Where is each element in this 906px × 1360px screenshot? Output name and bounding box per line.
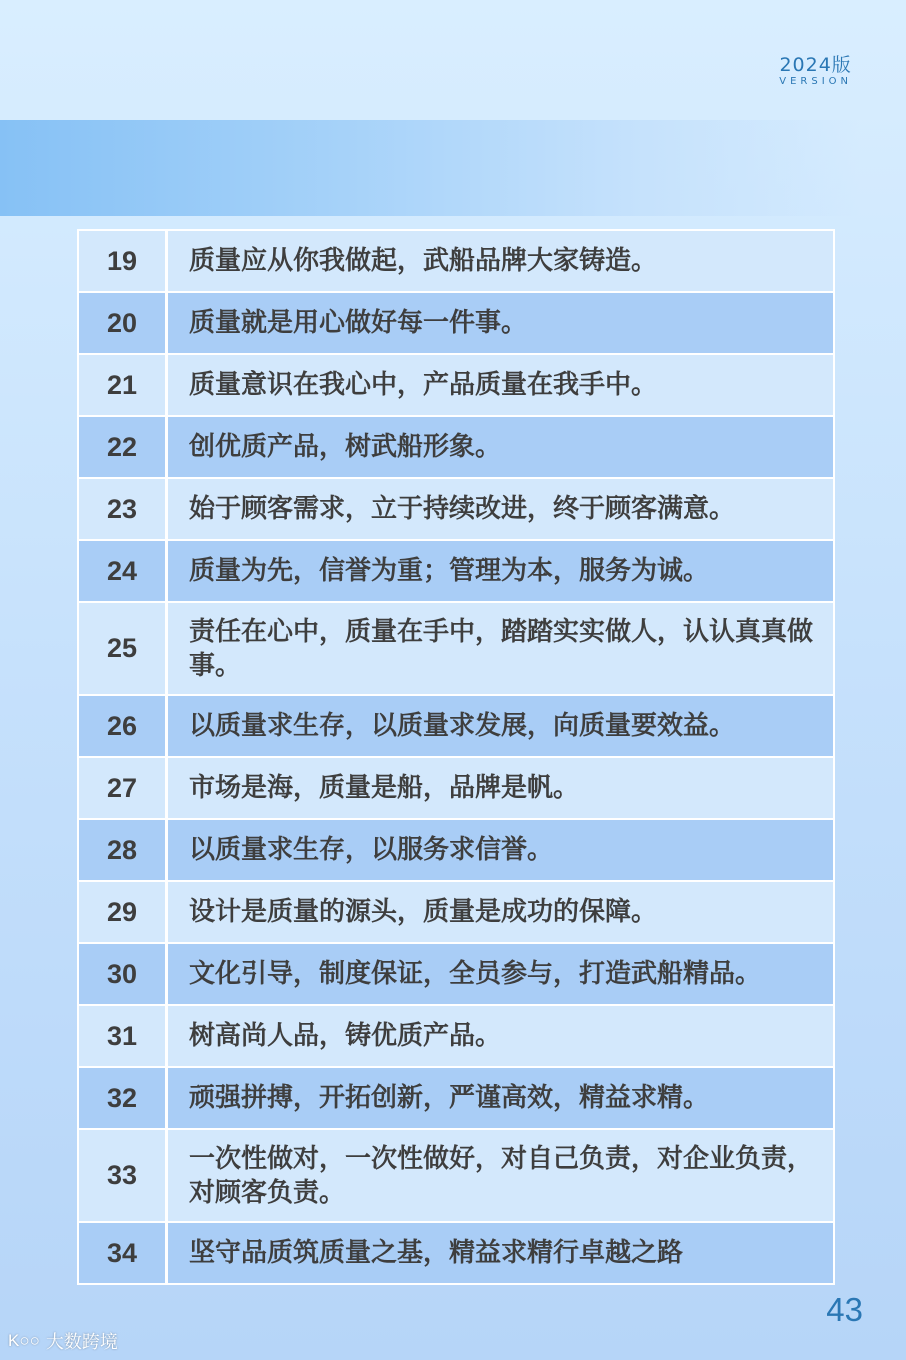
table-row — [79, 1068, 833, 1130]
table-row — [79, 696, 833, 758]
watermark — [8, 1328, 118, 1354]
row-text: 以质量求生存，以服务求信誉。 — [189, 835, 554, 865]
row-number: 28 — [79, 820, 168, 880]
row-text: 文化引导，制度保证，全员参与，打造武船精品。 — [189, 959, 762, 989]
row-number: 19 — [79, 231, 168, 291]
row-number: 32 — [79, 1068, 168, 1128]
row-text: 市场是海，质量是船，品牌是帆。 — [189, 773, 580, 803]
header-band — [0, 120, 860, 216]
version-label: VERSION — [779, 76, 852, 87]
row-number: 33 — [79, 1130, 168, 1221]
row-number: 27 — [79, 758, 168, 818]
row-text: 质量意识在我心中，产品质量在我手中。 — [189, 370, 658, 400]
row-number: 22 — [79, 417, 168, 477]
row-number: 23 — [79, 479, 168, 539]
table-row — [79, 1223, 833, 1283]
row-number: 21 — [79, 355, 168, 415]
row-text: 质量为先，信誉为重；管理为本，服务为诚。 — [189, 556, 710, 586]
row-number: 20 — [79, 293, 168, 353]
row-number: 26 — [79, 696, 168, 756]
row-number: 31 — [79, 1006, 168, 1066]
table-row — [79, 417, 833, 479]
row-number: 24 — [79, 541, 168, 601]
table-row — [79, 541, 833, 603]
row-text: 顽强拼搏，开拓创新，严谨高效，精益求精。 — [189, 1083, 710, 1113]
table-row — [79, 758, 833, 820]
row-text: 一次性做对，一次性做好，对自己负责，对企业负责，对顾客负责。 — [189, 1143, 814, 1208]
row-text: 以质量求生存，以质量求发展，向质量要效益。 — [189, 711, 736, 741]
row-text: 责任在心中，质量在手中，踏踏实实做人，认认真真做事。 — [189, 616, 814, 681]
table-row — [79, 882, 833, 944]
row-text: 质量应从你我做起，武船品牌大家铸造。 — [189, 246, 658, 276]
watermark-text: 大数跨境 — [45, 1332, 118, 1353]
row-text: 质量就是用心做好每一件事。 — [189, 308, 528, 338]
version-badge — [779, 54, 852, 88]
row-text: 设计是质量的源头，质量是成功的保障。 — [189, 897, 658, 927]
row-text: 树高尚人品，铸优质产品。 — [189, 1021, 502, 1051]
table-row — [79, 1006, 833, 1068]
slogan-table — [77, 229, 835, 1285]
table-row — [79, 355, 833, 417]
row-text: 坚守品质筑质量之基，精益求精行卓越之路 — [189, 1238, 684, 1268]
row-number: 34 — [79, 1223, 168, 1283]
row-text: 创优质产品，树武船形象。 — [189, 432, 502, 462]
table-row — [79, 231, 833, 293]
table-row — [79, 820, 833, 882]
row-number: 25 — [79, 603, 168, 694]
table-row — [79, 1130, 833, 1223]
row-text: 始于顾客需求，立于持续改进，终于顾客满意。 — [189, 494, 736, 524]
version-year: 2024版 — [779, 54, 852, 76]
table-row — [79, 293, 833, 355]
table-row — [79, 603, 833, 696]
watermark-logo-icon: K○○ — [8, 1331, 40, 1350]
row-number: 30 — [79, 944, 168, 1004]
row-number: 29 — [79, 882, 168, 942]
page-number: 43 — [826, 1291, 863, 1328]
table-row — [79, 479, 833, 541]
table-row — [79, 944, 833, 1006]
